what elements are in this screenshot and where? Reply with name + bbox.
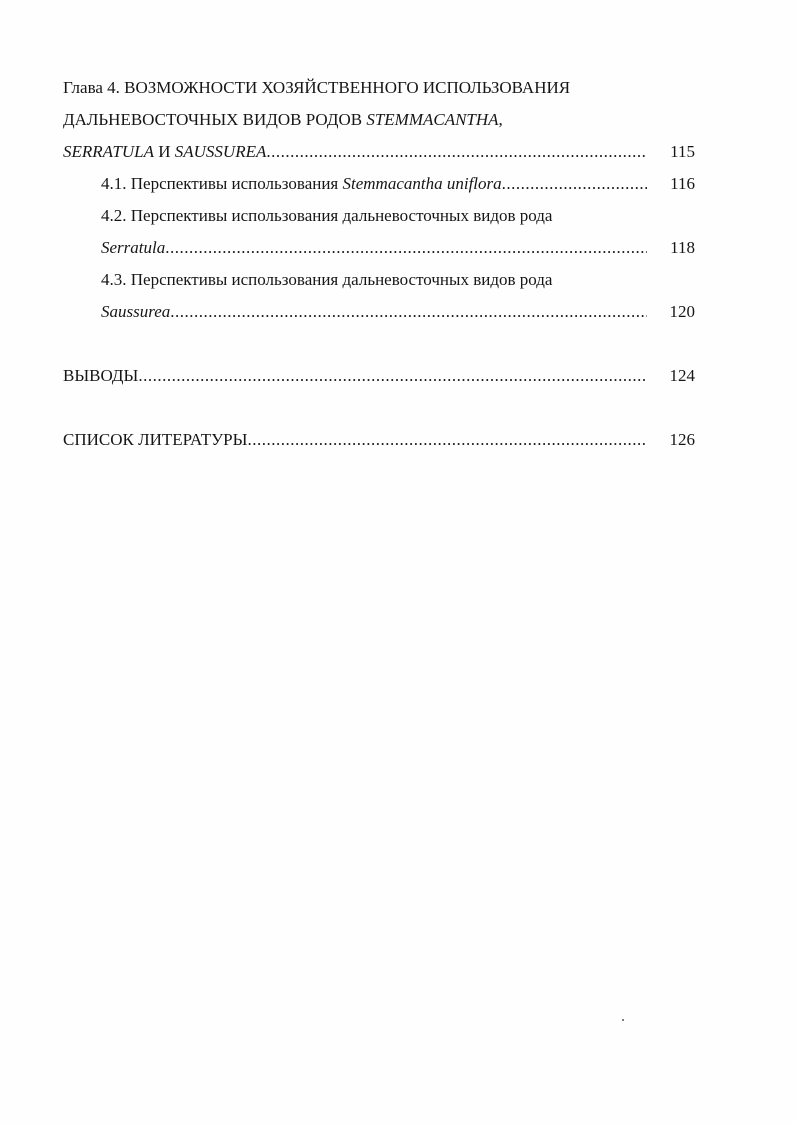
section-4-1-title <box>101 168 502 200</box>
genus-serratula-title: Serratula <box>101 238 166 257</box>
chapter-4-title-text-2: ДАЛЬНЕВОСТОЧНЫХ ВИДОВ РОДОВ <box>63 110 367 129</box>
section-4-1-entry[interactable] <box>63 168 695 200</box>
spacer <box>63 328 695 360</box>
page-number: 116 <box>670 174 695 193</box>
spacer <box>63 392 695 424</box>
dot-leader <box>165 232 647 264</box>
dot-leader <box>170 296 647 328</box>
dot-leader <box>247 424 647 456</box>
scan-speck <box>622 1019 624 1021</box>
chapter-4-title-line-2 <box>63 104 695 136</box>
section-4-3-text: 4.3. Перспективы использования дальневосточных видов рода <box>101 270 553 289</box>
page-number: 126 <box>669 430 695 449</box>
section-4-2-entry[interactable] <box>63 232 695 264</box>
section-4-2-text: 4.2. Перспективы использования дальневосточных видов рода <box>101 206 553 225</box>
species-stemmacantha-uniflora: Stemmacantha uniflora <box>342 174 502 193</box>
section-4-3-title-line-1 <box>63 264 695 296</box>
references-entry[interactable] <box>63 424 695 456</box>
chapter-4-title-text: Глава 4. ВОЗМОЖНОСТИ ХОЗЯЙСТВЕННОГО ИСПОЛЬЗОВАНИЯ <box>63 78 571 97</box>
conclusions-entry[interactable] <box>63 360 695 392</box>
page-number: 115 <box>670 142 695 161</box>
genus-serratula: SERRATULA <box>63 142 154 161</box>
comma: , <box>498 110 503 129</box>
table-of-contents <box>63 72 695 456</box>
references-title: СПИСОК ЛИТЕРАТУРЫ <box>63 430 248 449</box>
page-number: 124 <box>669 366 695 385</box>
genus-saussurea-title: Saussurea <box>101 302 171 321</box>
section-4-3-entry[interactable] <box>63 296 695 328</box>
section-4-1-text: 4.1. Перспективы использования <box>101 174 343 193</box>
page-number: 120 <box>669 302 695 321</box>
genus-stemmacantha: STEMMACANTHA <box>366 110 499 129</box>
section-4-2-title-line-1 <box>63 200 695 232</box>
dot-leader <box>502 168 647 200</box>
dot-leader <box>138 360 647 392</box>
conjunction: И <box>153 142 175 161</box>
chapter-4-title-line-3 <box>63 136 266 168</box>
conclusions-title: ВЫВОДЫ <box>63 366 139 385</box>
chapter-4-title-line-1 <box>63 72 695 104</box>
genus-saussurea: SAUSSUREA <box>174 142 267 161</box>
dot-leader <box>266 136 647 168</box>
chapter-4-entry[interactable] <box>63 136 695 168</box>
page-number: 118 <box>670 238 695 257</box>
